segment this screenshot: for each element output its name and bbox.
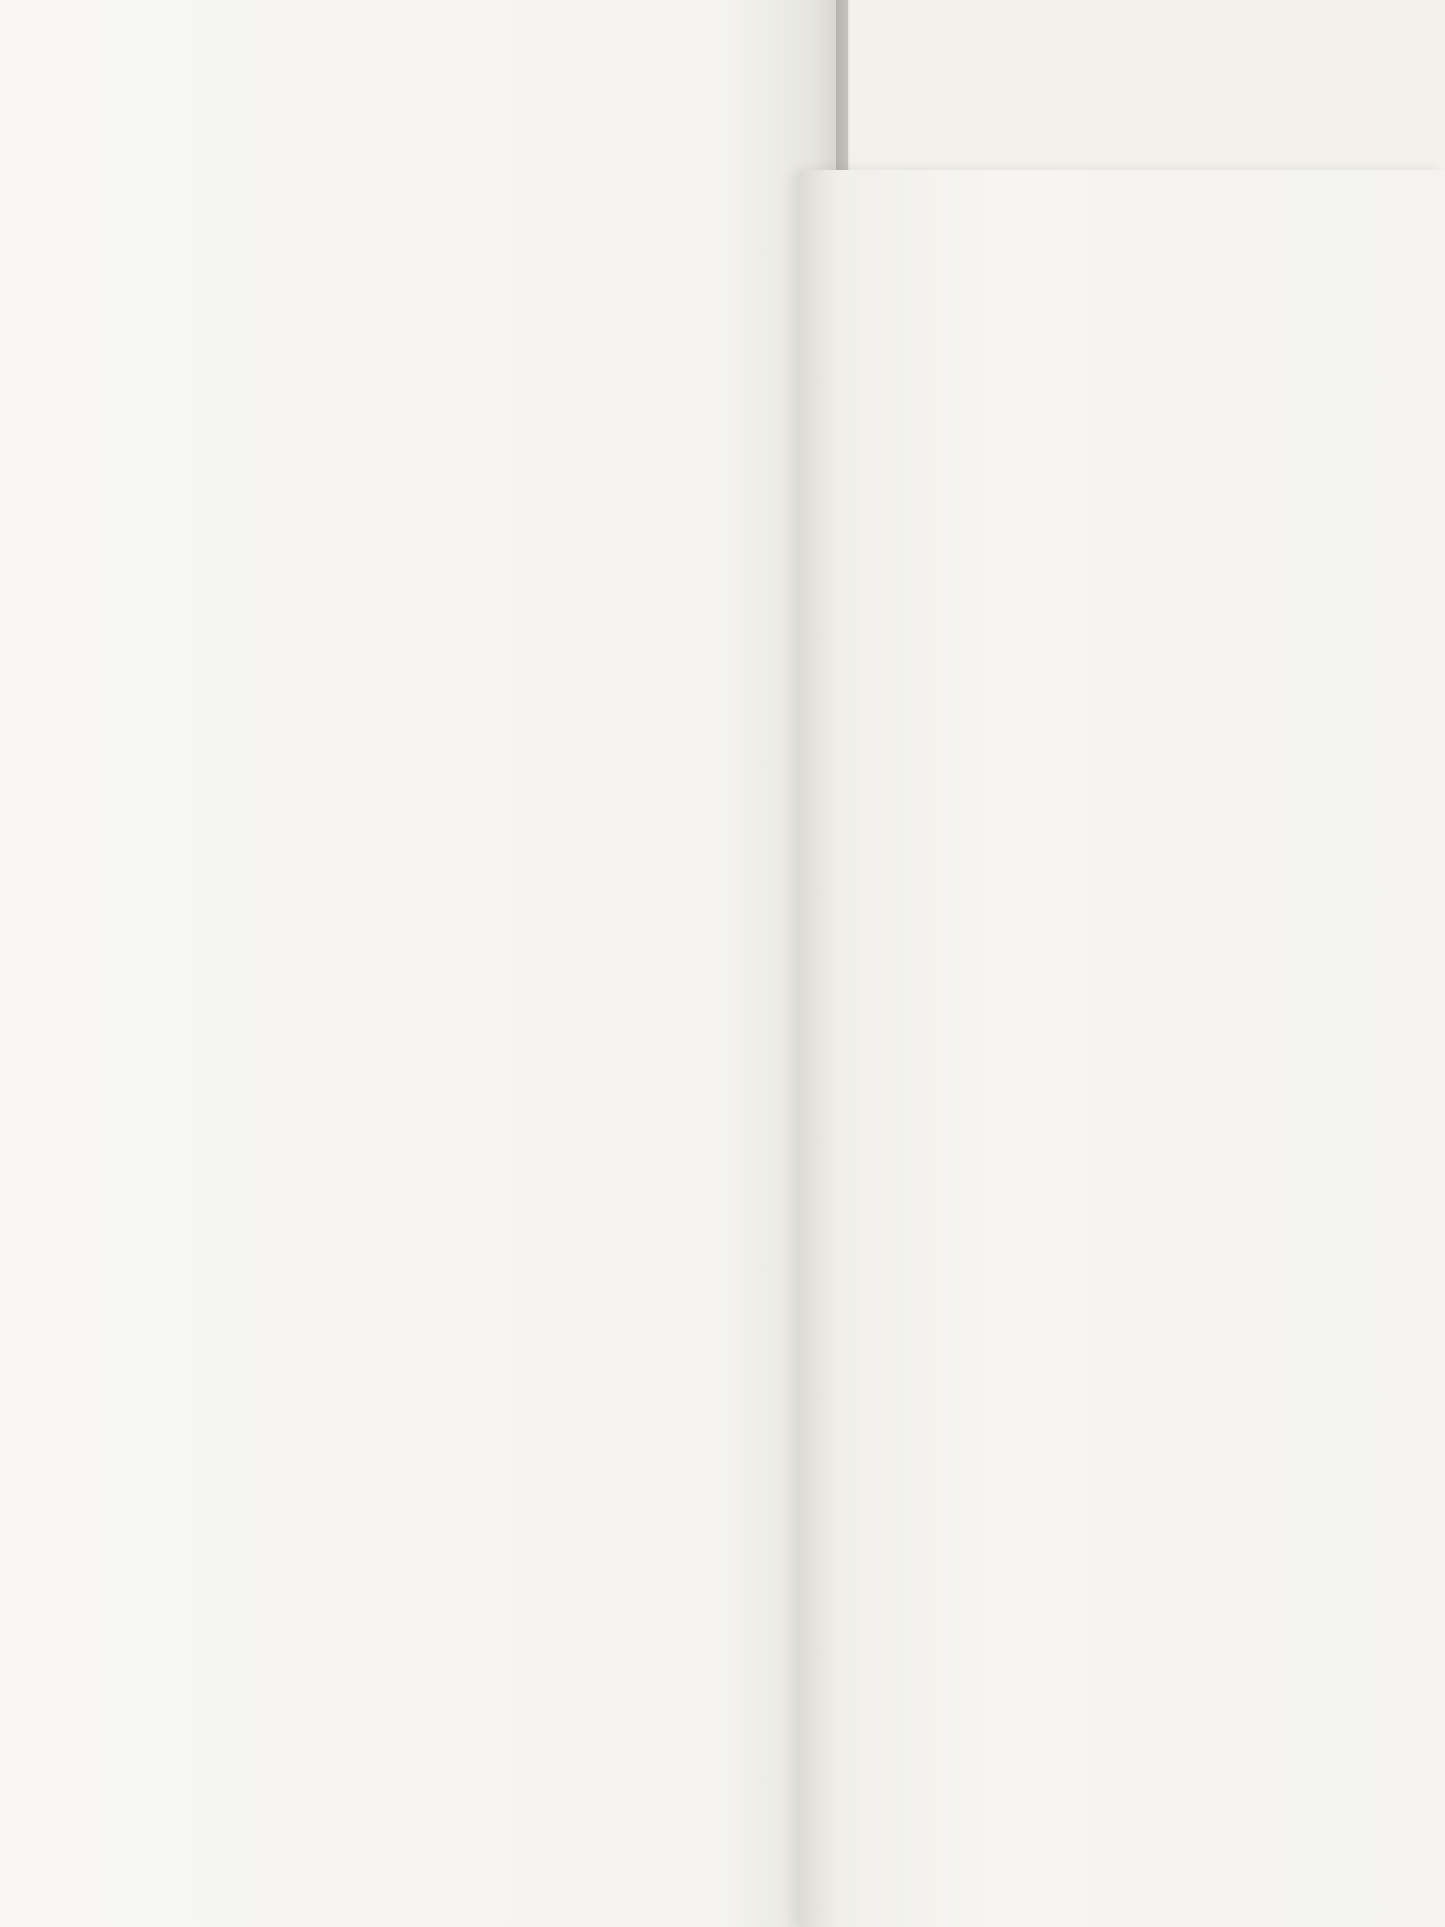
term-definition-start bbox=[3, 84, 4, 116]
term-definition-start bbox=[8, 0, 9, 10]
glossary-term bbox=[5, 31, 6, 63]
glossary-term bbox=[1, 137, 2, 169]
glossary bbox=[0, 0, 719, 377]
glossary-term bbox=[8, 0, 9, 10]
intro-line bbox=[830, 614, 1445, 630]
chart-intro bbox=[830, 614, 1445, 630]
metric-conversion-chart bbox=[800, 540, 1445, 1740]
intro-line bbox=[830, 614, 1445, 630]
term-definition-start bbox=[1, 137, 2, 169]
intro-line bbox=[830, 614, 1445, 630]
glossary-term bbox=[3, 84, 4, 116]
term-definition-start bbox=[5, 31, 6, 63]
